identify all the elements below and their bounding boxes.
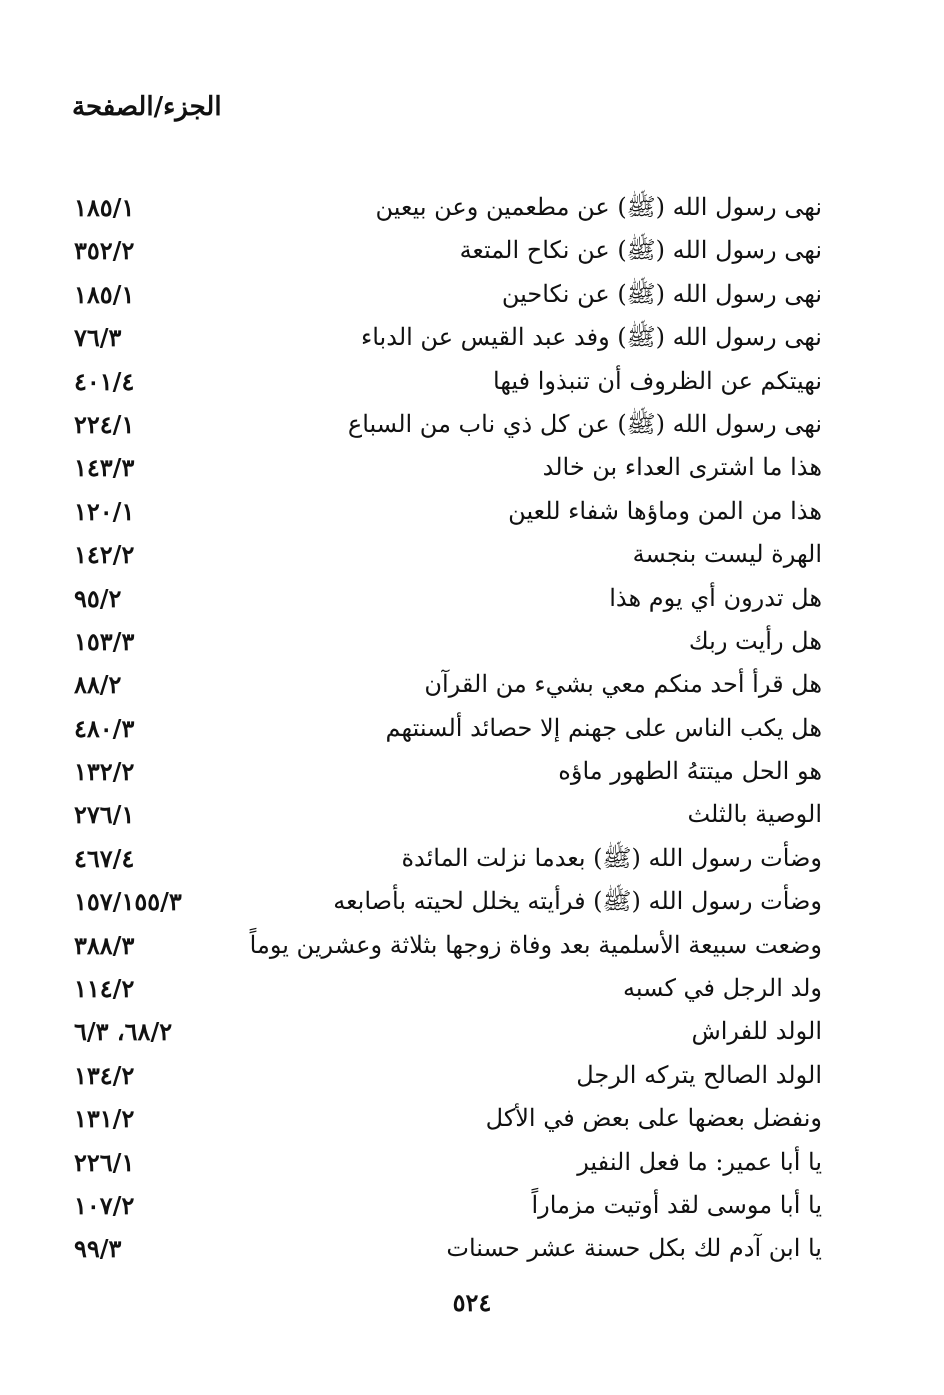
index-entry: [0, 1141, 944, 1184]
entry-text: وضعت سبيعة الأسلمية بعد وفاة زوجها بثلاثة وعشرين يوماً: [249, 930, 822, 959]
entry-text: يا أبا عمير: ما فعل النفير: [577, 1147, 822, 1176]
entry-text: الولد الصالح يتركه الرجل: [576, 1060, 822, 1089]
index-entry: [0, 446, 944, 489]
entry-text: هل تدرون أي يوم هذا: [609, 583, 822, 612]
entry-ref: ١٥٧/١٥٥/٣: [74, 887, 182, 917]
entry-text: نهى رسول الله (ﷺ) عن نكاحين: [501, 279, 822, 308]
entry-text: يا أبا موسى لقد أوتيت مزماراً: [531, 1190, 822, 1219]
index-entry: [0, 1184, 944, 1227]
entry-text: ونفضل بعضها على بعض في الأكل: [485, 1104, 822, 1133]
entry-ref: ٤٠١/٤: [74, 366, 135, 396]
index-entry: [0, 577, 944, 620]
entry-ref: ٢٧٦/١: [74, 800, 135, 830]
index-entry: [0, 707, 944, 750]
entry-ref: ١٨٥/١: [74, 193, 135, 222]
index-entry: [0, 403, 944, 446]
entry-text: هل رأيت ربك: [688, 626, 822, 655]
entry-ref: ١٤٣/٣: [74, 453, 135, 483]
entry-ref: ٢٢٤/١: [74, 409, 135, 439]
index-entry: [0, 924, 944, 967]
index-entry: [0, 1227, 944, 1270]
entry-text: الهرة ليست بنجسة: [632, 540, 822, 569]
entry-ref: ١٥٣/٣: [74, 626, 135, 656]
entry-ref: ١٢٠/١: [74, 496, 135, 526]
entry-ref: ٧٦/٣: [74, 323, 122, 353]
index-entry: [0, 967, 944, 1010]
index-entry: [0, 663, 944, 706]
index-entry: [0, 620, 944, 663]
index-entry: [0, 316, 944, 359]
index-entry: [0, 793, 944, 836]
entry-text: الوصية بالثلث: [687, 800, 822, 829]
entry-ref: ١٠٧/٢: [74, 1190, 135, 1220]
column-header: الجزء/الصفحة: [72, 92, 222, 122]
index-entry: [0, 273, 944, 316]
index-entry: [0, 837, 944, 880]
entry-text: هو الحل ميتتهُ الطهور ماؤه: [558, 757, 822, 786]
index-entry: [0, 229, 944, 272]
index-entry: [0, 490, 944, 533]
entry-ref: ١٣٢/٢: [74, 757, 135, 787]
hadith-index-list: [0, 186, 944, 1271]
page-number: ٥٢٤: [452, 1288, 492, 1317]
entry-ref: ١١٤/٢: [74, 974, 135, 1004]
entry-text: الولد للفراش: [691, 1017, 822, 1046]
entry-ref: ٣٥٢/٢: [74, 236, 135, 266]
entry-text: نهى رسول الله (ﷺ) عن نكاح المتعة: [459, 236, 822, 265]
entry-text: وضأت رسول الله (ﷺ) فرأيته يخلل لحيته بأصابعه: [333, 887, 822, 916]
entry-ref: ١٨٥/١: [74, 279, 135, 309]
entry-text: نهى رسول الله (ﷺ) وفد عبد القيس عن الدباء: [360, 323, 822, 352]
index-entry: [0, 360, 944, 403]
index-entry: [0, 1010, 944, 1053]
entry-text: هل يكب الناس على جهنم إلا حصائد ألسنتهم: [385, 713, 822, 742]
entry-text: يا ابن آدم لك بكل حسنة عشر حسنات: [446, 1234, 822, 1263]
entry-text: هذا من المن وماؤها شفاء للعين: [508, 496, 822, 525]
entry-ref: ٨٨/٢: [74, 670, 122, 700]
entry-text: وضأت رسول الله (ﷺ) بعدما نزلت المائدة: [401, 843, 822, 872]
entry-ref: ٩٥/٢: [74, 583, 122, 613]
entry-ref: ٢٢٦/١: [74, 1147, 135, 1177]
entry-text: نهى رسول الله (ﷺ) عن كل ذي ناب من السباع: [347, 409, 822, 438]
entry-ref: ١٤٢/٢: [74, 540, 135, 570]
index-entry: [0, 1097, 944, 1140]
entry-ref: ٣٨٨/٣: [74, 930, 135, 960]
entry-text: هذا ما اشترى العداء بن خالد: [542, 453, 822, 482]
index-entry: [0, 1054, 944, 1097]
entry-text: ولد الرجل في كسبه: [622, 974, 822, 1003]
entry-text: هل قرأ أحد منكم معي بشيء من القرآن: [424, 670, 822, 699]
index-entry: [0, 186, 944, 229]
entry-ref: ٦٨/٢، ٦/٣: [74, 1017, 173, 1047]
entry-ref: ١٣١/٢: [74, 1104, 135, 1134]
index-entry: [0, 533, 944, 576]
entry-ref: ٤٦٧/٤: [74, 843, 135, 873]
entry-ref: ٤٨٠/٣: [74, 713, 135, 743]
index-entry: [0, 880, 944, 923]
entry-ref: ١٣٤/٢: [74, 1060, 135, 1090]
entry-text: نهى رسول الله (ﷺ) عن مطعمين وعن بيعين: [375, 193, 822, 221]
entry-ref: ٩٩/٣: [74, 1234, 122, 1264]
entry-text: نهيتكم عن الظروف أن تنبذوا فيها: [493, 366, 822, 395]
index-entry: [0, 750, 944, 793]
